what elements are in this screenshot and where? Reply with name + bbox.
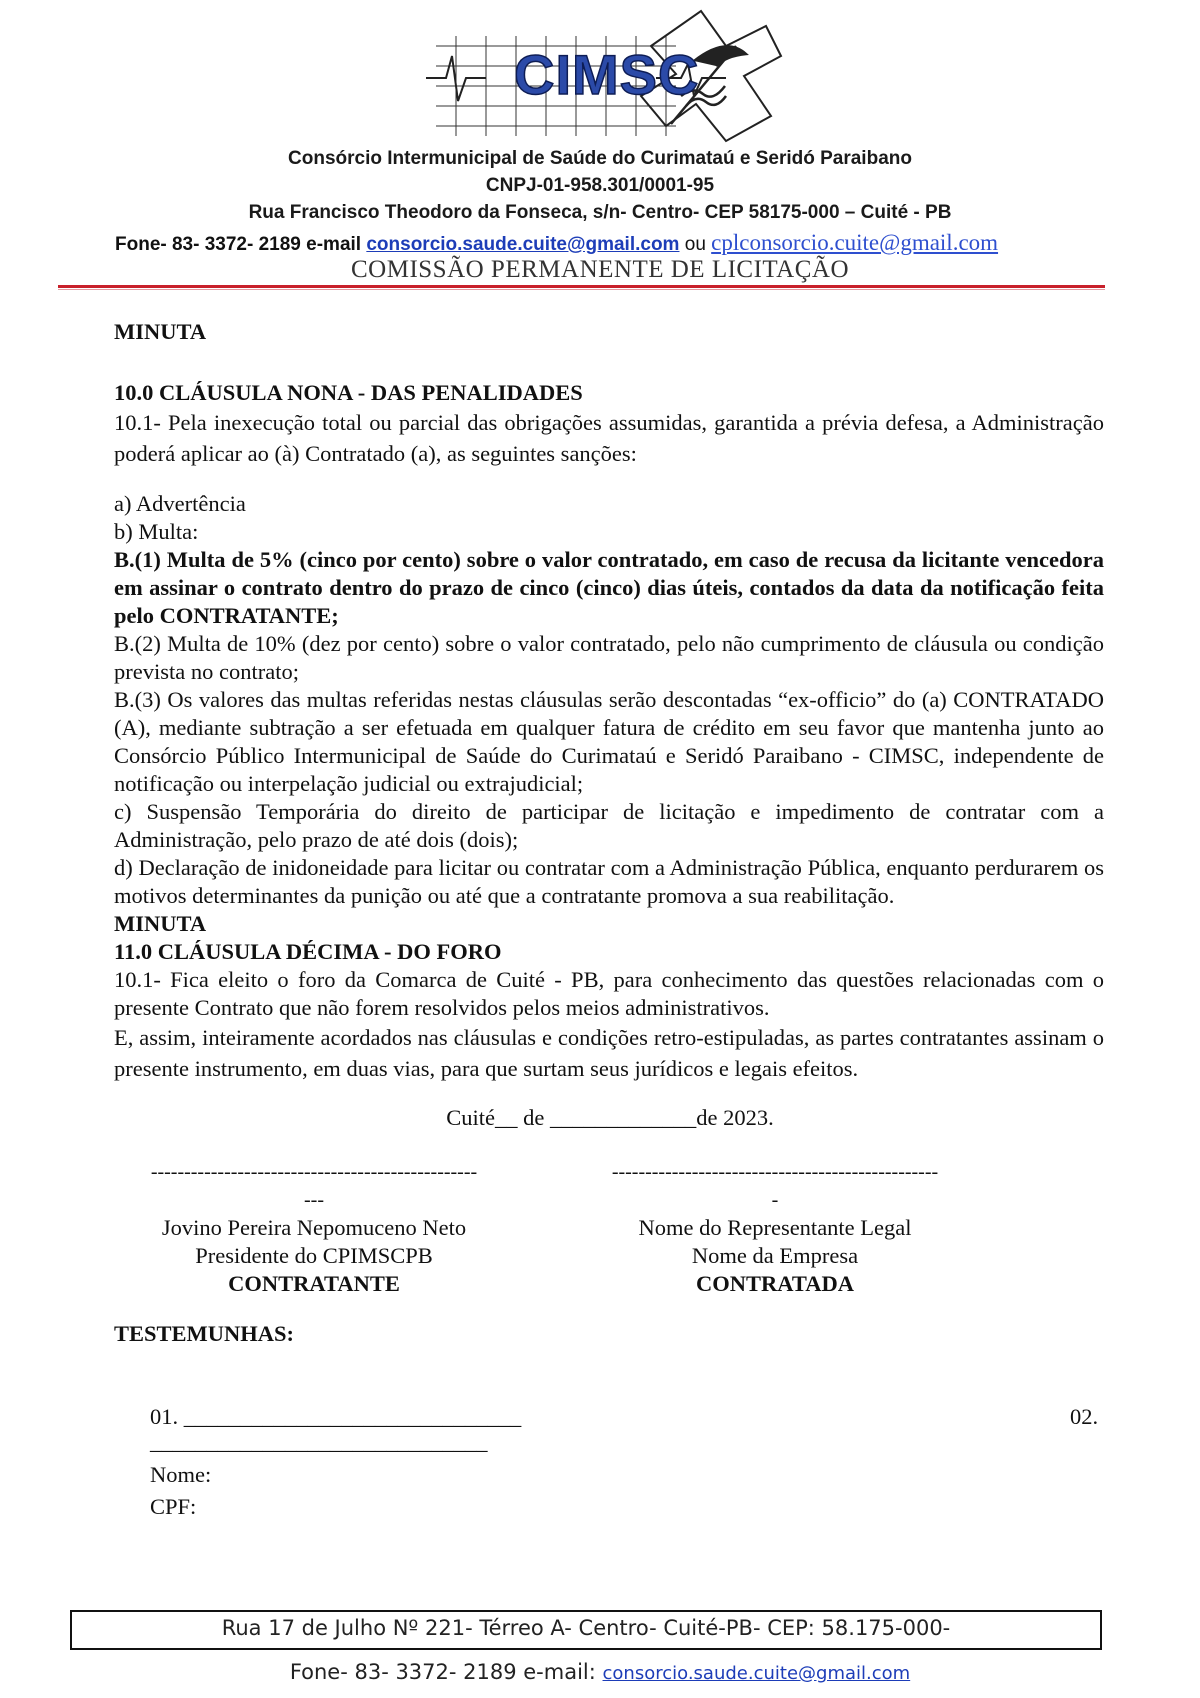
org-name: Consórcio Intermunicipal de Saúde do Curimataú e Seridó Paraibano	[288, 148, 912, 169]
header-divider	[58, 285, 1105, 288]
contratante-role: Presidente do CPIMSCPB	[195, 1243, 433, 1268]
header-ou: ou	[679, 234, 712, 255]
contratante-name: Jovino Pereira Nepomuceno Neto	[161, 1215, 467, 1240]
header-phone: Fone- 83- 3372- 2189 e-mail	[115, 234, 367, 255]
contratada-label: CONTRATADA	[696, 1271, 854, 1296]
header-contact	[115, 230, 998, 256]
signature-line-right-tail: -	[771, 1189, 779, 1211]
closing-paragraph: E, assim, inteiramente acordados nas cláusulas e condições retro-estipuladas, as partes contratantes assinam o presente instrumento, em duas vias, para que surtam seus jurídicos e legais efeitos.	[114, 1025, 1104, 1081]
item-a: a) Advertência	[114, 491, 246, 516]
signature-contratada	[575, 1158, 975, 1298]
witness-two-line: ______________________________	[150, 1429, 488, 1454]
signature-line-left: -------------------------------------------------	[150, 1161, 478, 1183]
witness-one-line: 01. ______________________________	[150, 1404, 522, 1429]
clause-eleven-paragraph: 10.1- Fica eleito o foro da Comarca de Cuité - PB, para conhecimento das questões relacionadas com o presente Contrato que não forem resolvidos pelos meios administrativos.	[114, 967, 1104, 1020]
witness-cpf-label: CPF:	[150, 1494, 197, 1519]
cnpj: CNPJ-01-958.301/0001-95	[485, 175, 715, 196]
witnesses-title: TESTEMUNHAS:	[114, 1321, 295, 1346]
header-address: Rua Francisco Theodoro da Fonseca, s/n- Centro- CEP 58175-000 – Cuité - PB	[248, 202, 952, 223]
contratante-label: CONTRATANTE	[228, 1271, 400, 1296]
item-b: b) Multa:	[114, 519, 199, 544]
clause-eleven-title: 11.0 CLÁUSULA DÉCIMA - DO FORO	[114, 939, 502, 964]
signature-line-left-tail: ---	[304, 1189, 324, 1211]
footer-email-link[interactable]: consorcio.saude.cuite@gmail.com	[602, 1663, 911, 1684]
header-email2-link[interactable]: cplconsorcio.cuite@gmail.com	[711, 230, 999, 255]
contratada-role: Nome da Empresa	[691, 1243, 859, 1268]
signature-contratante	[114, 1158, 514, 1298]
footer-contact	[0, 1660, 1200, 1684]
clause-ten-title: 10.0 CLÁUSULA NONA - DAS PENALIDADES	[114, 380, 583, 405]
sanctions-list	[114, 490, 1104, 1084]
header-divider-shadow	[58, 289, 1105, 290]
contratada-name: Nome do Representante Legal	[638, 1215, 912, 1240]
item-b1: B.(1) Multa de 5% (cinco por cento) sobre o valor contratado, em caso de recusa da licitante vencedora em assinar o contrato dentro do prazo de cinco (cinco) dias úteis, contados da data da notificação feita pelo CONTRATANTE;	[114, 547, 1104, 628]
commission-title: COMISSÃO PERMANENTE DE LICITAÇÃO	[350, 256, 850, 283]
header-email-link[interactable]: consorcio.saude.cuite@gmail.com	[366, 234, 680, 255]
date-line: Cuité__ de _____________de 2023.	[446, 1105, 774, 1130]
item-c: c) Suspensão Temporária do direito de participar de licitação e impedimento de contratar com a Administração, pelo prazo de até dois (dois);	[114, 799, 1104, 852]
item-b2: B.(2) Multa de 10% (dez por cento) sobre o valor contratado, pelo não cumprimento de cláusula ou condição prevista no contrato;	[114, 631, 1104, 684]
minuta-heading-2: MINUTA	[114, 911, 207, 936]
minuta-heading: MINUTA	[114, 319, 207, 344]
clause-ten	[114, 379, 1104, 469]
clause-ten-paragraph: 10.1- Pela inexecução total ou parcial das obrigações assumidas, garantida a prévia defesa, a Administração poderá aplicar ao (à) Contratado (a), as seguintes sanções:	[114, 410, 1104, 466]
witness-name-label: Nome:	[150, 1462, 212, 1487]
witness-two-number: 02.	[1070, 1404, 1099, 1429]
cimsc-logo	[426, 6, 786, 146]
footer-address: Rua 17 de Julho Nº 221- Térreo A- Centro- Cuité-PB- CEP: 58.175-000-	[221, 1616, 951, 1640]
signature-line-right: -------------------------------------------------	[611, 1161, 939, 1183]
logo-text: CIMSC	[514, 43, 700, 106]
item-b3: B.(3) Os valores das multas referidas nestas cláusulas serão descontadas “ex-officio” do (a) CONTRATADO (A), mediante subtração a ser efetuada em qualquer fatura de crédito em seu favor que mantenha junto ao Consórcio Público Intermunicipal de Saúde do Curimataú e Seridó Paraibano - CIMSC, independente de notificação ou interpelação judicial ou extrajudicial;	[114, 687, 1104, 796]
footer-phone: Fone- 83- 3372- 2189 e-mail:	[289, 1660, 603, 1684]
item-d: d) Declaração de inidoneidade para licitar ou contratar com a Administração Pública, enquanto perdurarem os motivos determinantes da punição ou até que a contratante promova a sua reabilitação.	[114, 855, 1104, 908]
